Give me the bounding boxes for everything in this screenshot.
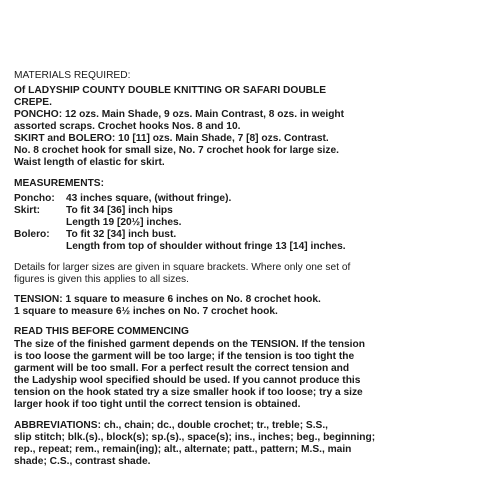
abbreviations-line-1 (14, 420, 328, 432)
measurements-bolero-value-2: Length from top of shoulder without fringe 13 [14] inches. (66, 241, 346, 252)
materials-yarn-line-1: Of LADYSHIP COUNTY DOUBLE KNITTING OR SAFARI DOUBLE (14, 85, 327, 96)
read-line-4: the Ladyship wool specified should be used. If you cannot produce this (14, 375, 361, 386)
abbreviations-text-2: slip stitch; blk.(s)., block(s); sp.(s)., space(s); ins., inches; beg., beginning; (14, 432, 376, 443)
measurements-skirt-label: Skirt: (14, 205, 41, 216)
tension-text-2: 1 square to measure 6½ inches on No. 7 crochet hook. (14, 306, 278, 317)
read-line-1: The size of the finished garment depends on the TENSION. If the tension (14, 339, 365, 350)
measurements-skirt-value-1: To fit 34 [36] inch hips (66, 205, 173, 216)
materials-skirt-label: SKIRT and BOLERO: (14, 133, 116, 144)
details-note-line-1: Details for larger sizes are given in square brackets. Where only one set of (14, 262, 351, 273)
measurements-poncho-label: Poncho: (14, 193, 55, 204)
read-line-3: garment will be too small. For a perfect result the correct tension and (14, 363, 350, 374)
read-line-5: tension on the hook stated try a size smaller hook if too loose; try a size (14, 387, 363, 398)
tension-line-1 (14, 294, 321, 306)
materials-skirt-text: 10 [11] ozs. Main Shade, 7 [8] ozs. Contrast. (118, 133, 329, 144)
materials-skirt-text-3: Waist length of elastic for skirt. (14, 157, 165, 168)
abbreviations-text-3: rep., repeat; rem., remain(ing); alt., alternate; patt., pattern; M.S., main (14, 444, 352, 455)
materials-poncho-text-2: assorted scraps. Crochet hooks Nos. 8 and 10. (14, 121, 241, 132)
abbreviations-text-1: ch., chain; dc., double crochet; tr., treble; S.S., (103, 420, 328, 431)
materials-heading: MATERIALS REQUIRED: (14, 70, 131, 81)
measurements-bolero-label: Bolero: (14, 229, 50, 240)
measurements-skirt-value-2: Length 19 [20½] inches. (66, 217, 182, 228)
measurements-poncho-value: 43 inches square, (without fringe). (66, 193, 232, 204)
details-note-line-2: figures is given this applies to all sizes. (14, 274, 189, 285)
read-heading: READ THIS BEFORE COMMENCING (14, 326, 189, 337)
materials-poncho-label: PONCHO: (14, 109, 63, 120)
tension-text-1: 1 square to measure 6 inches on No. 8 crochet hook. (65, 294, 321, 305)
abbreviations-text-4: shade; C.S., contrast shade. (14, 456, 151, 467)
materials-poncho-text: 12 ozs. Main Shade, 9 ozs. Main Contrast, 8 ozs. in weight (64, 109, 345, 120)
measurements-bolero-value-1: To fit 32 [34] inch bust. (66, 229, 177, 240)
materials-poncho-line (14, 109, 344, 121)
read-line-2: is too loose the garment will be too large; if the tension is too tight the (14, 351, 355, 362)
tension-label: TENSION: (14, 294, 63, 305)
read-line-6: larger hook if too tight until the correct tension is obtained. (14, 399, 301, 410)
measurements-heading: MEASUREMENTS: (14, 178, 104, 189)
materials-yarn-line-2: CREPE. (14, 97, 52, 108)
abbreviations-label: ABBREVIATIONS: (14, 420, 101, 431)
materials-skirt-line (14, 133, 329, 145)
materials-skirt-text-2: No. 8 crochet hook for small size, No. 7 crochet hook for large size. (14, 145, 339, 156)
